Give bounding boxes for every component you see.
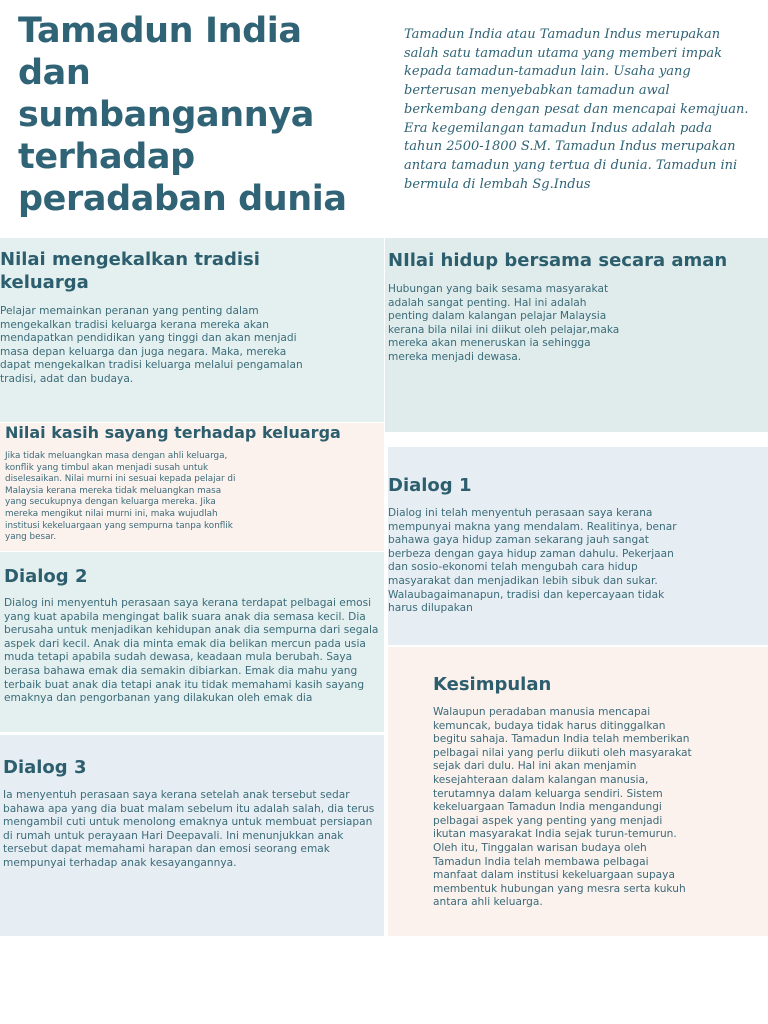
section-kesimpulan-heading: Kesimpulan [433, 674, 552, 695]
section-dialog-2-heading: Dialog 2 [4, 566, 88, 587]
section-dialog-1-body: Dialog ini telah menyentuh perasaan saya kerana mempunyai makna yang mendalam. Realitinya, benar bahawa gaya hidup zaman sekarang jauh sangat berbeza dengan gaya hidup zaman dahulu. Pekerjaan dan sosio-ekonomi telah mengubah cara hidup masyarakat dan menjadikan lebih sibuk dan sukar. Walaubagaimanapun, tradisi dan kepercayaan tidak harus dilupakan [388, 507, 677, 615]
section-aman-heading: NIlai hidup bersama secara aman [388, 250, 728, 271]
section-kesimpulan [388, 647, 768, 936]
section-kesimpulan-body: Walaupun peradaban manusia mencapai kemuncak, budaya tidak harus ditinggalkan begitu sahaja. Tamadun India telah memberikan pelbagai nilai yang perlu diikuti oleh masyarakat sejak dari dulu. Hal ini akan menjamin kesejahteraan dalam kalangan manusia, terutamnya dalam keluarga sendiri. Sistem kekeluargaan Tamadun India mengandungi pelbagai aspek yang penting yang menjadi ikutan masyarakat India sejak turun-temurun. Oleh itu, Tinggalan warisan budaya oleh Tamadun India telah membawa pelbagai manfaat dalam institusi kekeluargaan supaya membentuk hubungan yang mesra serta kukuh antara ahli keluarga. [433, 706, 692, 909]
section-dialog-3 [0, 735, 384, 936]
section-dialog-1-heading: Dialog 1 [388, 475, 472, 496]
section-dialog-2-body: Dialog ini menyentuh perasaan saya kerana terdapat pelbagai emosi yang kuat apabila mengingat balik suara anak dia semasa kecil. Dia berusaha untuk menjadikan kehidupan anak dia sempurna dari segala aspek dari kecil. Anak dia minta emak dia belikan mercun pada usia muda tetapi apabila sudah dewasa, keadaan mula berubah. Saya berasa bahawa emak dia semakin dibiarkan. Emak dia mahu yang terbaik buat anak dia tetapi anak itu tidak memahami kasih sayang emaknya dan pengorbanan yang dilakukan oleh emak dia [4, 597, 379, 705]
section-dialog-2 [0, 552, 384, 732]
section-aman-body: Hubungan yang baik sesama masyarakat adalah sangat penting. Hal ini adalah penting dalam kalangan pelajar Malaysia kerana bila nilai ini diikut oleh pelajar,maka mereka akan meneruskan ia sehingga mereka menjadi dewasa. [388, 283, 620, 363]
section-kasih [0, 423, 384, 551]
section-aman [385, 238, 768, 432]
section-dialog-1 [388, 447, 768, 645]
intro-paragraph: Tamadun India atau Tamadun Indus merupakan salah satu tamadun utama yang memberi impak kepada tamadun-tamadun lain. Usaha yang berterusan menyebabkan tamadun awal berkembang dengan pesat dan mencapai kemajuan. Era kegemilangan tamadun Indus adalah pada tahun 2500-1800 S.M. Tamadun Indus merupakan antara tamadun yang tertua di dunia. Tamadun ini bermula di lembah Sg.Indus [404, 27, 749, 192]
section-dialog-3-body: Ia menyentuh perasaan saya kerana setelah anak tersebut sedar bahawa apa yang dia buat malam sebelum itu adalah salah, dia terus mengambil cuti untuk menolong emaknya untuk membuat persiapan di rumah untuk perayaan Hari Deepavali. Ini menunjukkan anak tersebut dapat memahami harapan dan emosi seorang emak mempunyai terhadap anak kesayangannya. [3, 789, 375, 869]
section-tradisi-heading: Nilai mengekalkan tradisi keluarga [0, 249, 260, 293]
section-dialog-3-heading: Dialog 3 [3, 757, 87, 778]
page-title: Tamadun India dan sumbangannya terhadap peradaban dunia [18, 11, 347, 219]
section-tradisi-body: Pelajar memainkan peranan yang penting dalam mengekalkan tradisi keluarga kerana mereka akan mendapatkan pendidikan yang tinggi dan akan menjadi masa depan keluarga dan juga negara. Maka, mereka dapat mengekalkan tradisi keluarga melalui pengamalan tradisi, adat dan budaya. [0, 305, 303, 385]
section-tradisi [0, 238, 384, 422]
section-kasih-body: Jika tidak meluangkan masa dengan ahli keluarga, konflik yang timbul akan menjadi susah untuk diselesaikan. Nilai murni ini sesuai kepada pelajar di Malaysia kerana mereka tidak meluangkan masa yang secukupnya dengan keluarga mereka. Jika mereka mengikut nilai murni ini, maka wujudlah institusi kekeluargaan yang sempurna tanpa konflik yang besar. [5, 451, 236, 543]
section-kasih-heading: Nilai kasih sayang terhadap keluarga [5, 423, 341, 442]
